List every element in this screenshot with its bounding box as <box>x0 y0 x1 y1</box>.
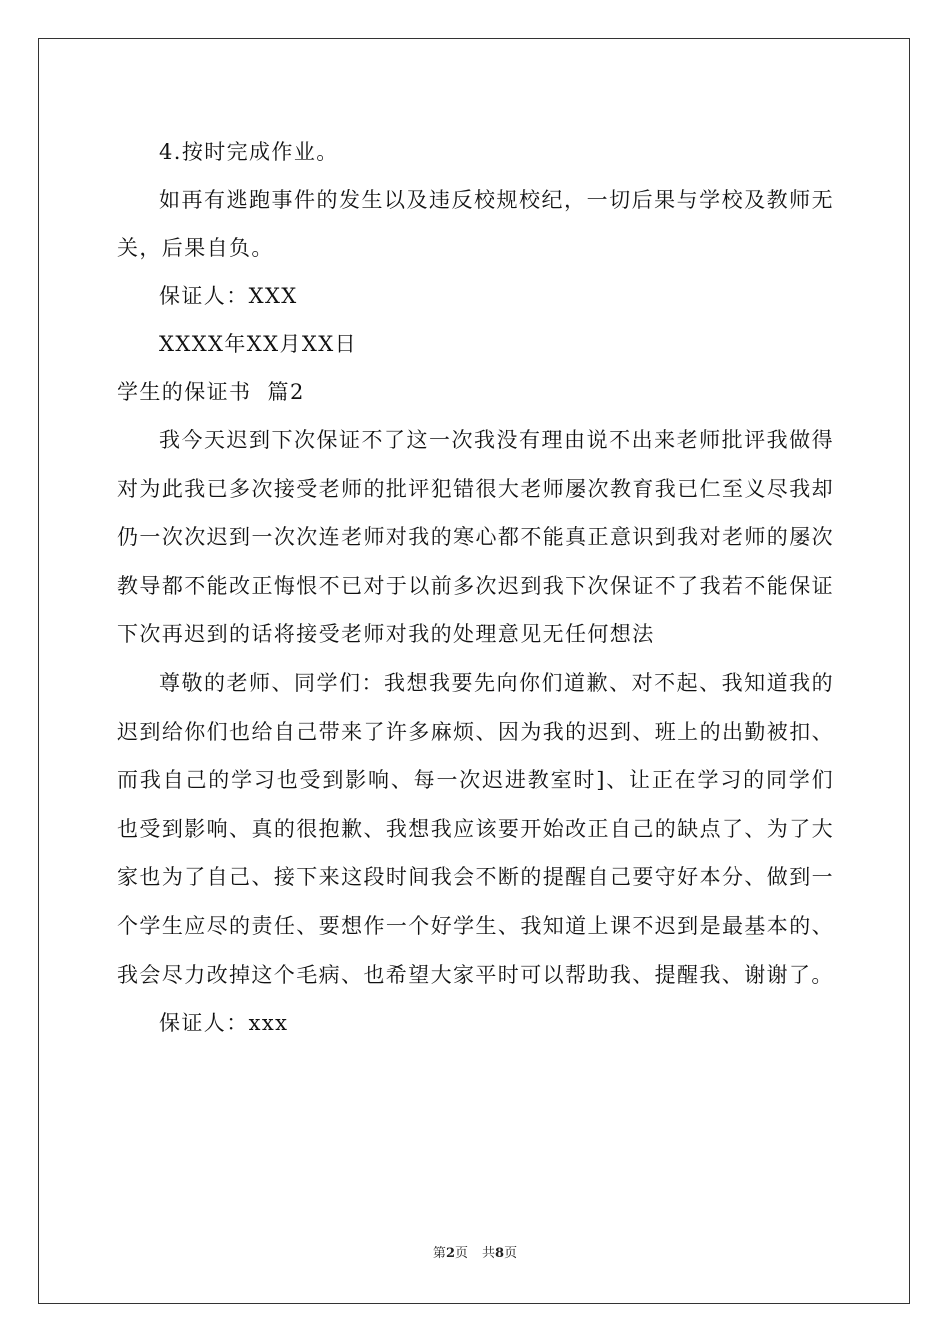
paragraph-late-apology: 我今天迟到下次保证不了这一次我没有理由说不出来老师批评我做得对为此我已多次接受老师的批评犯错很大老师屡次教育我已仁至义尽我却仍一次次迟到一次次连老师对我的寒心都不能真正意识到我对老师的屡次教导都不能改正悔恨不已对于以前多次迟到我下次保证不了我若不能保证下次再迟到的话将接受老师对我的处理意见无任何想法 <box>117 428 834 647</box>
guarantor-line-2: 保证人：xxx <box>159 1011 289 1036</box>
document-body <box>117 128 834 1047</box>
footer-page-current: 2 <box>445 1246 455 1261</box>
footer-page-prefix: 第 <box>432 1246 446 1261</box>
section-title: 学生的保证书 篇2 <box>117 380 305 404</box>
footer-page-total: 8 <box>495 1246 505 1261</box>
paragraph-letter-to-class: 尊敬的老师、同学们：我想我要先向你们道歉、对不起、我知道我的迟到给你们也给自己带来了许多麻烦、因为我的迟到、班上的出勤被扣、而我自己的学习也受到影响、每一次迟进教室时]、让正在学习的同学们也受到影响、真的很抱歉、我想我应该要开始改正自己的缺点了、为了大家也为了自己、接下来这段时间我会不断的提醒自己要守好本分、做到一个学生应尽的责任、要想作一个好学生、我知道上课不迟到是最基本的、我会尽力改掉这个毛病、也希望大家平时可以帮助我、提醒我、谢谢了。 <box>117 670 834 987</box>
footer-total-prefix: 共 <box>482 1246 496 1261</box>
guarantor-line: 保证人：XXX <box>159 284 298 308</box>
paragraph-item-4: 4.按时完成作业。 <box>159 140 339 164</box>
page-footer <box>0 1245 950 1263</box>
footer-page-suffix: 页 <box>454 1246 468 1261</box>
date-line: XXXX年XX月XX日 <box>159 332 358 356</box>
footer-total-suffix: 页 <box>504 1246 518 1261</box>
paragraph-consequence: 如再有逃跑事件的发生以及违反校规校纪，一切后果与学校及教师无关，后果自负。 <box>117 188 834 260</box>
